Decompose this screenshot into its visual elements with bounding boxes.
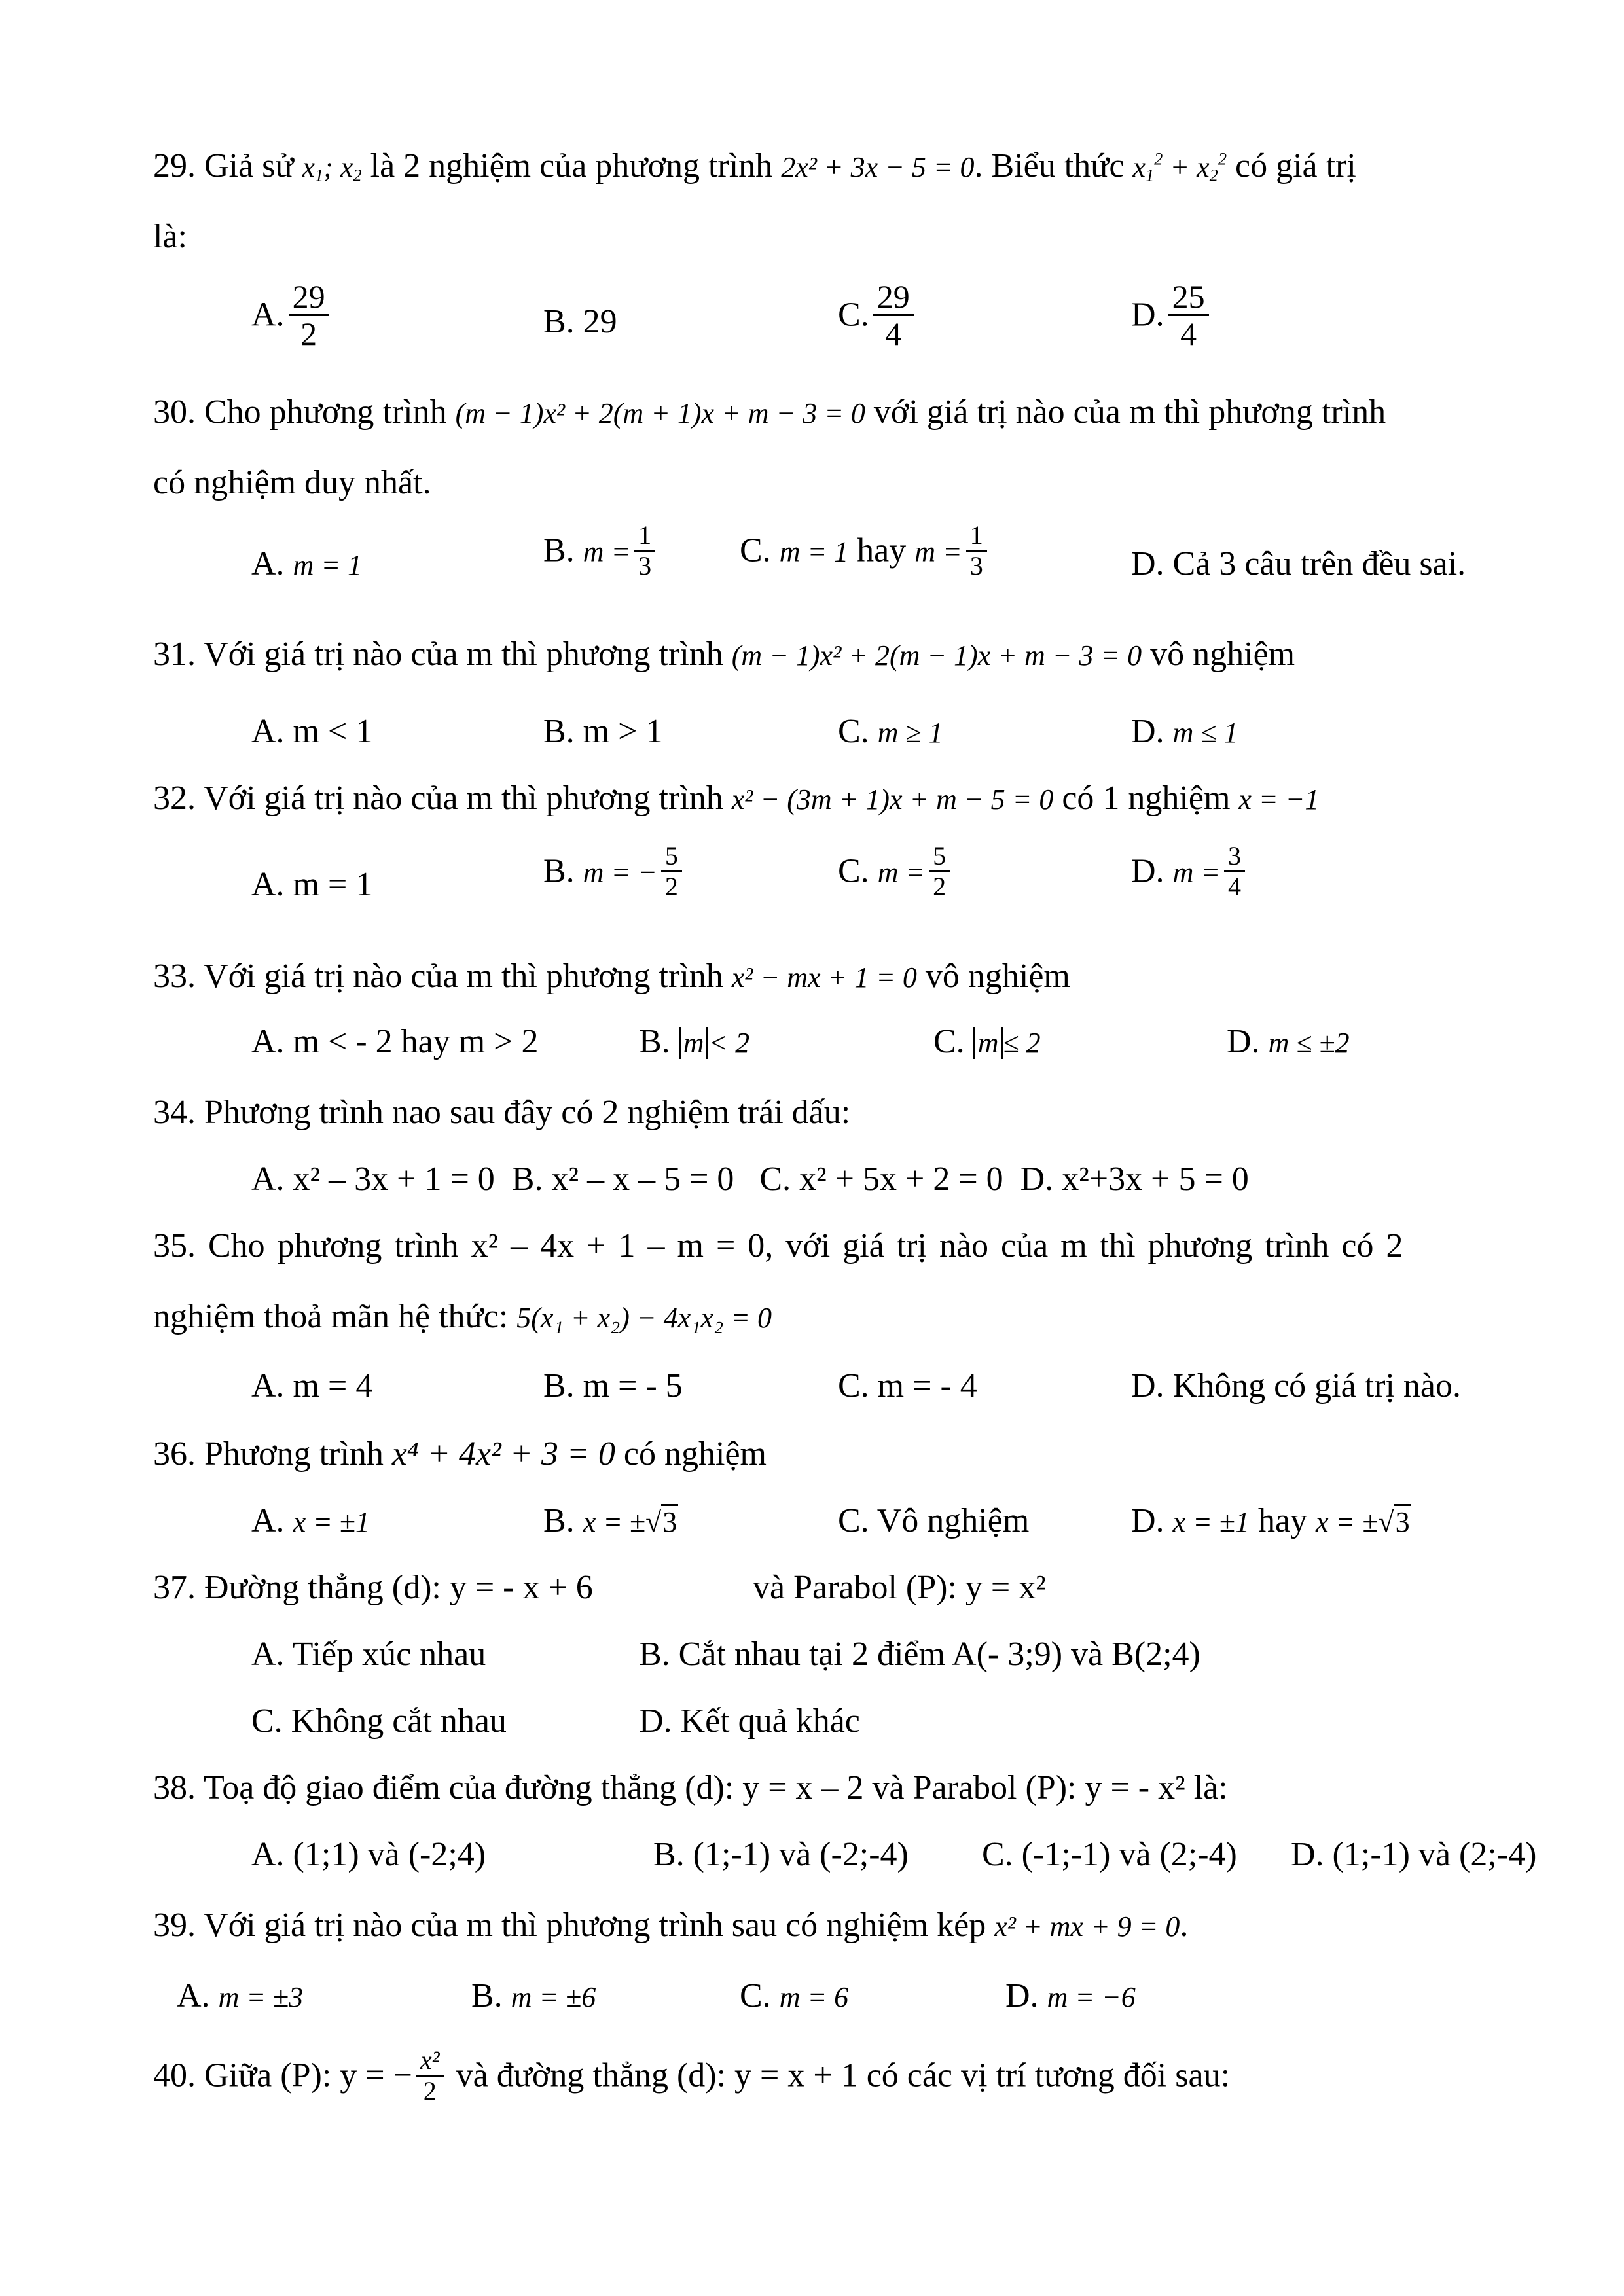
- q30-stem: 30. Cho phương trình (m − 1)x² + 2(m + 1)x + m − 3 = 0 với giá trị nào của m thì phương trình: [153, 393, 1386, 431]
- q31-stem: 31. Với giá trị nào của m thì phương trình (m − 1)x² + 2(m − 1)x + m − 3 = 0 vô nghiệm: [153, 636, 1295, 673]
- q31-option-a[interactable]: A. m < 1: [251, 713, 373, 750]
- q31-option-d[interactable]: D. m ≤ 1: [1131, 713, 1238, 750]
- q31-option-b[interactable]: B. m > 1: [543, 713, 663, 750]
- q32-root: x = −1: [1238, 783, 1320, 816]
- q38-option-b[interactable]: B. (1;-1) và (-2;-4): [653, 1836, 909, 1873]
- q30-option-c[interactable]: C. m = 1 hay m = $\frac{1}{3}$: [740, 524, 991, 583]
- q35-relation: 5(x₁ + x₂) − 4x₁x₂ = 0: [516, 1302, 772, 1334]
- q37-option-c[interactable]: C. Không cắt nhau: [251, 1702, 507, 1740]
- q37-option-a[interactable]: A. Tiếp xúc nhau: [251, 1636, 486, 1673]
- q39-option-d[interactable]: D. m = −6: [1005, 1977, 1136, 2015]
- q33-option-d[interactable]: D. m ≤ ±2: [1227, 1023, 1350, 1060]
- q38-option-d[interactable]: D. (1;-1) và (2;-4): [1291, 1836, 1537, 1873]
- q34-options[interactable]: A. x² – 3x + 1 = 0 B. x² – x – 5 = 0 C. x² + 5x + 2 = 0 D. x²+3x + 5 = 0: [251, 1160, 1249, 1198]
- q35-option-c[interactable]: C. m = - 4: [838, 1367, 977, 1405]
- q29-option-a[interactable]: A. $\frac{29}{2}$: [251, 281, 333, 354]
- q30-equation: (m − 1)x² + 2(m + 1)x + m − 3 = 0: [455, 397, 865, 429]
- q30-option-d[interactable]: D. Cả 3 câu trên đều sai.: [1131, 545, 1466, 583]
- q39-option-b[interactable]: B. m = ±6: [471, 1977, 596, 2015]
- q37-option-b[interactable]: B. Cắt nhau tại 2 điểm A(- 3;9) và B(2;4): [639, 1636, 1200, 1673]
- q33-option-a[interactable]: A. m < - 2 hay m > 2: [251, 1023, 539, 1060]
- q39-option-c[interactable]: C. m = 6: [740, 1977, 849, 2015]
- q38-option-c[interactable]: C. (-1;-1) và (2;-4): [982, 1836, 1237, 1873]
- q35-option-b[interactable]: B. m = - 5: [543, 1367, 683, 1405]
- q32-equation: x² − (3m + 1)x + m − 5 = 0: [731, 783, 1054, 816]
- q37-option-d[interactable]: D. Kết quả khác: [639, 1702, 860, 1740]
- q33-option-c[interactable]: C. m ≤ 2: [933, 1023, 1041, 1060]
- q30-stem-cont: có nghiệm duy nhất.: [153, 464, 431, 501]
- q30-option-a[interactable]: A. m = 1: [251, 545, 363, 583]
- q36-option-b[interactable]: B. x = ±√3: [543, 1502, 677, 1539]
- q35-stem-cont: nghiệm thoả mãn hệ thức: 5(x₁ + x₂) − 4x₁x₂ = 0: [153, 1298, 772, 1335]
- q36-option-a[interactable]: A. x = ±1: [251, 1502, 370, 1539]
- q37-stem-b: và Parabol (P): y = x²: [753, 1569, 1046, 1606]
- q34-stem: 34. Phương trình nao sau đây có 2 nghiệm trái dấu:: [153, 1094, 851, 1131]
- q38-option-a[interactable]: A. (1;1) và (-2;4): [251, 1836, 486, 1873]
- q31-equation: (m − 1)x² + 2(m − 1)x + m − 3 = 0: [731, 639, 1142, 672]
- q32-stem: 32. Với giá trị nào của m thì phương trình x² − (3m + 1)x + m − 5 = 0 có 1 nghiệm x = −1: [153, 780, 1320, 817]
- q29-stem-cont: là:: [153, 218, 187, 255]
- q35-option-a[interactable]: A. m = 4: [251, 1367, 373, 1405]
- q33-stem: 33. Với giá trị nào của m thì phương trình x² − mx + 1 = 0 vô nghiệm: [153, 958, 1070, 995]
- q29-vars: $x_1$; $x_2$: [302, 151, 362, 185]
- q39-equation: x² + mx + 9 = 0: [994, 1910, 1180, 1943]
- q29-option-b[interactable]: B. 29: [543, 303, 617, 340]
- q29-stem: 29. Giả sử $x_1$; $x_2$ là 2 nghiệm của phương trình 2x² + 3x − 5 = 0. Biểu thức $x_1^2 + x_2^2$ có giá trị: [153, 147, 1356, 185]
- q29-equation: 2x² + 3x − 5 = 0: [781, 151, 975, 183]
- q30-option-b[interactable]: B. m = $\frac{1}{3}$: [543, 524, 659, 583]
- q39-option-a[interactable]: A. m = ±3: [177, 1977, 304, 2015]
- q35-stem: 35. Cho phương trình x² – 4x + 1 – m = 0, với giá trị nào của m thì phương trình có 2: [153, 1227, 1403, 1265]
- q36-option-d[interactable]: D. x = ±1 hay x = ±√3: [1131, 1502, 1410, 1539]
- q32-option-b[interactable]: B. m = − $\frac{5}{2}$: [543, 844, 686, 904]
- q29-expression: $x_1^2 + x_2^2$: [1132, 149, 1227, 185]
- q36-stem: 36. Phương trình x⁴ + 4x² + 3 = 0 có nghiệm: [153, 1435, 767, 1473]
- q29-option-c[interactable]: C. $\frac{29}{4}$: [838, 281, 918, 354]
- q32-option-c[interactable]: C. m = $\frac{5}{2}$: [838, 844, 954, 904]
- q36-equation: x⁴ + 4x² + 3 = 0: [391, 1435, 615, 1473]
- q35-option-d[interactable]: D. Không có giá trị nào.: [1131, 1367, 1462, 1405]
- q32-option-d[interactable]: D. m = $\frac{3}{4}$: [1131, 844, 1249, 904]
- q33-option-b[interactable]: B. m < 2: [639, 1023, 750, 1060]
- q37-stem: 37. Đường thẳng (d): y = - x + 6: [153, 1569, 593, 1606]
- q33-equation: x² − mx + 1 = 0: [731, 961, 917, 994]
- q32-option-a[interactable]: A. m = 1: [251, 866, 373, 903]
- q36-option-c[interactable]: C. Vô nghiệm: [838, 1502, 1030, 1539]
- q40-stem: 40. Giữa (P): y = − $\frac{\text{x²}}{2}$ và đường thẳng (d): y = x + 1 có các vị trí tương đối sau:: [153, 2045, 1231, 2106]
- q39-stem: 39. Với giá trị nào của m thì phương trình sau có nghiệm kép x² + mx + 9 = 0.: [153, 1907, 1189, 1944]
- q31-option-c[interactable]: C. m ≥ 1: [838, 713, 943, 750]
- q29-option-d[interactable]: D. $\frac{25}{4}$: [1131, 281, 1213, 354]
- q38-stem: 38. Toạ độ giao điểm của đường thẳng (d): y = x – 2 và Parabol (P): y = - x² là:: [153, 1769, 1228, 1806]
